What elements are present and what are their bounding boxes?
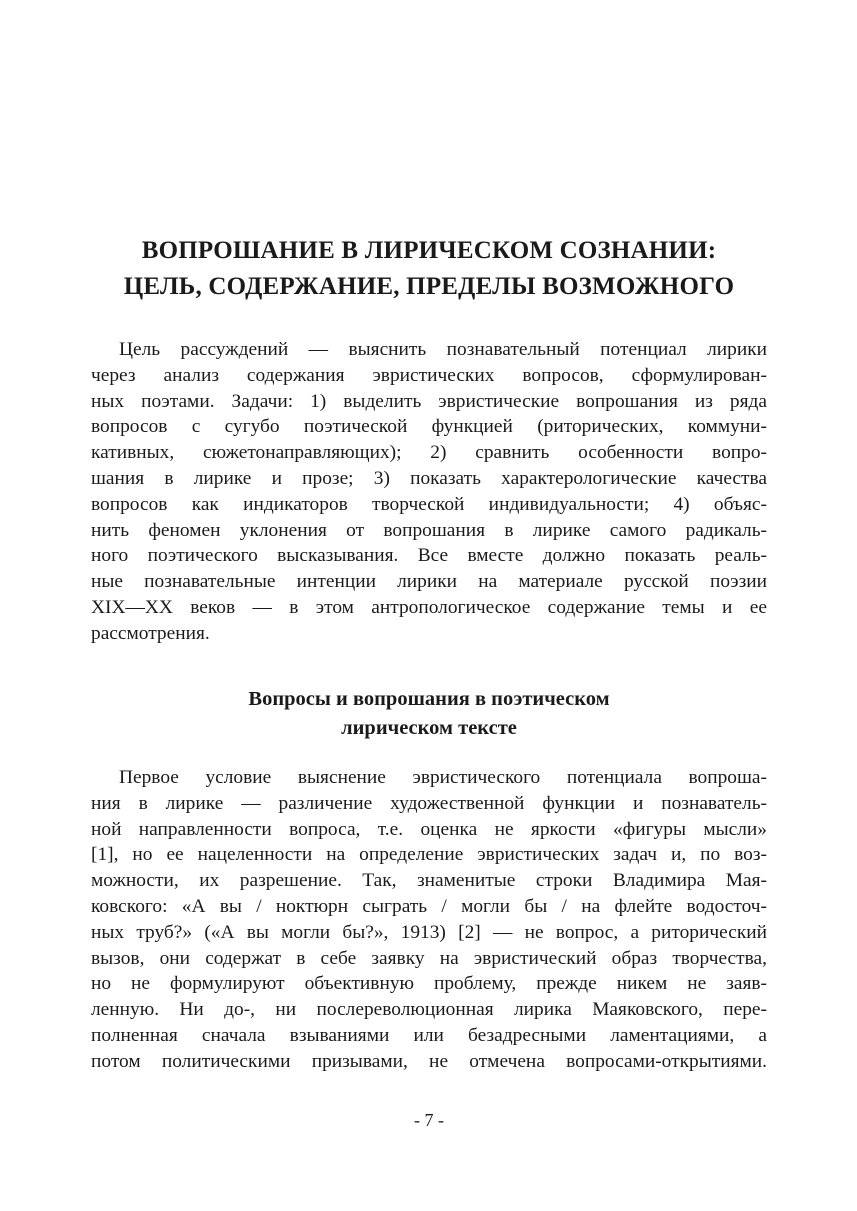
intro-paragraph [91, 337, 767, 647]
text-line: ных труб?» («А вы могли бы?», 1913) [2] — не вопрос, а риторический [91, 921, 767, 943]
section-heading-line-1: Вопросы и вопрошания в поэтическом [248, 688, 610, 710]
text-line: ные познавательные интенции лирики на материале русской поэзии [91, 571, 767, 593]
text-line: Цель рассуждений — выяснить познавательный потенциал лирики [119, 339, 767, 360]
text-line: ного поэтического высказывания. Все вместе должно показать реаль- [91, 545, 767, 567]
text-line: ковского: «А вы / ноктюрн сыграть / могли бы / на флейте водосточ- [91, 895, 767, 917]
text-line: XIX—XX веков — в этом антропологическое содержание темы и ее [91, 596, 767, 618]
text-line: ной направленности вопроса, т.е. оценка не яркости «фигуры мысли» [91, 818, 767, 840]
text-line: [1], но ее нацеленности на определение эвристических задач и, по воз- [91, 844, 767, 866]
chapter-title [91, 233, 767, 305]
text-line: вызов, они содержат в себе заявку на эвристический образ творчества, [91, 947, 767, 969]
body-paragraph [91, 765, 767, 1075]
text-line: потом политическими призывами, не отмечена вопросами-открытиями. [91, 1050, 767, 1072]
section-heading [91, 685, 767, 743]
text-line: полненная сначала взываниями или безадресными ламентациями, а [91, 1024, 767, 1046]
section-heading-line-2: лирическом тексте [341, 717, 517, 739]
text-line: ния в лирике — различение художественной функции и познаватель- [91, 792, 767, 814]
text-line: можности, их разрешение. Так, знаменитые строки Владимира Мая- [91, 870, 767, 892]
text-line: вопросов как индикаторов творческой индивидуальности; 4) объяс- [91, 493, 767, 515]
text-line: шания в лирике и прозе; 3) показать характерологические качества [91, 467, 767, 489]
text-line: вопросов с сугубо поэтической функцией (риторических, коммуни- [91, 416, 767, 438]
text-line: ленную. Ни до-, ни послереволюционная лирика Маяковского, пере- [91, 999, 767, 1021]
page-number: - 7 - [414, 1110, 444, 1130]
chapter-title-line-2: ЦЕЛЬ, СОДЕРЖАНИЕ, ПРЕДЕЛЫ ВОЗМОЖНОГО [123, 273, 735, 300]
text-line: через анализ содержания эвристических вопросов, сформулирован- [91, 364, 767, 386]
book-page [91, 0, 767, 1211]
text-line: кативных, сюжетонаправляющих); 2) сравнить особенности вопро- [91, 442, 767, 464]
text-line: нить феномен уклонения от вопрошания в лирике самого радикаль- [91, 519, 767, 541]
text-line: рассмотрения. [91, 622, 210, 644]
text-line: Первое условие выяснение эвристического потенциала вопроша- [119, 767, 767, 788]
chapter-title-line-1: ВОПРОШАНИЕ В ЛИРИЧЕСКОМ СОЗНАНИИ: [141, 237, 717, 264]
text-line: но не формулируют объективную проблему, прежде никем не заяв- [91, 973, 767, 995]
text-line: ных поэтами. Задачи: 1) выделить эвристические вопрошания из ряда [91, 390, 767, 412]
